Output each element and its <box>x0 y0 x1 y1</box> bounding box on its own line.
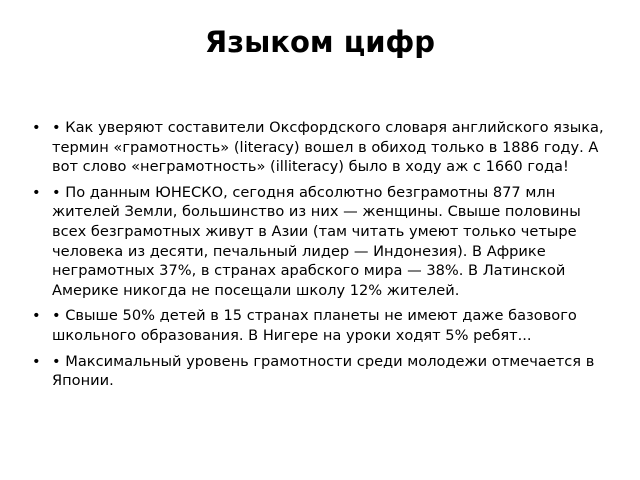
bullet-marker: • <box>32 119 41 136</box>
bullet-list <box>32 118 610 397</box>
slide-title: Языком цифр <box>204 25 436 59</box>
list-item <box>32 352 610 391</box>
list-item <box>32 118 610 177</box>
bullet-marker: • <box>32 352 41 370</box>
list-item-text: • Свыше 50% детей в 15 странах планеты не имеют даже базового школьного образования. В Нигере на уроки ходят 5% ребят... <box>52 307 577 344</box>
list-item-text: • Максимальный уровень грамотности среди молодежи отмечается в Японии. <box>52 352 595 390</box>
list-item <box>32 183 610 301</box>
list-item <box>32 306 610 345</box>
list-item-text: • Как уверяют составители Оксфордского словаря английского языка, термин «грамотность» (literacy) вошел в обиход только в 1886 году. А вот слово «неграмотность» (illiteracy) было в ходу аж с 1660 года! <box>52 119 604 176</box>
bullet-marker: • <box>32 183 41 201</box>
list-item-text: • По данным ЮНЕСКО, сегодня абсолютно безграмотны 877 млн жителей Земли, большинство из них — женщины. Свыше половины всех безграмотных живут в Азии (там читать умеют только четыре человека из десяти, печальный лидер — Индонезия). В Африке неграмотных 37%, в странах арабского мира — 38%. В Латинской Америке никогда не посещали школу 12% жителей. <box>52 183 581 299</box>
bullet-marker: • <box>32 307 41 325</box>
